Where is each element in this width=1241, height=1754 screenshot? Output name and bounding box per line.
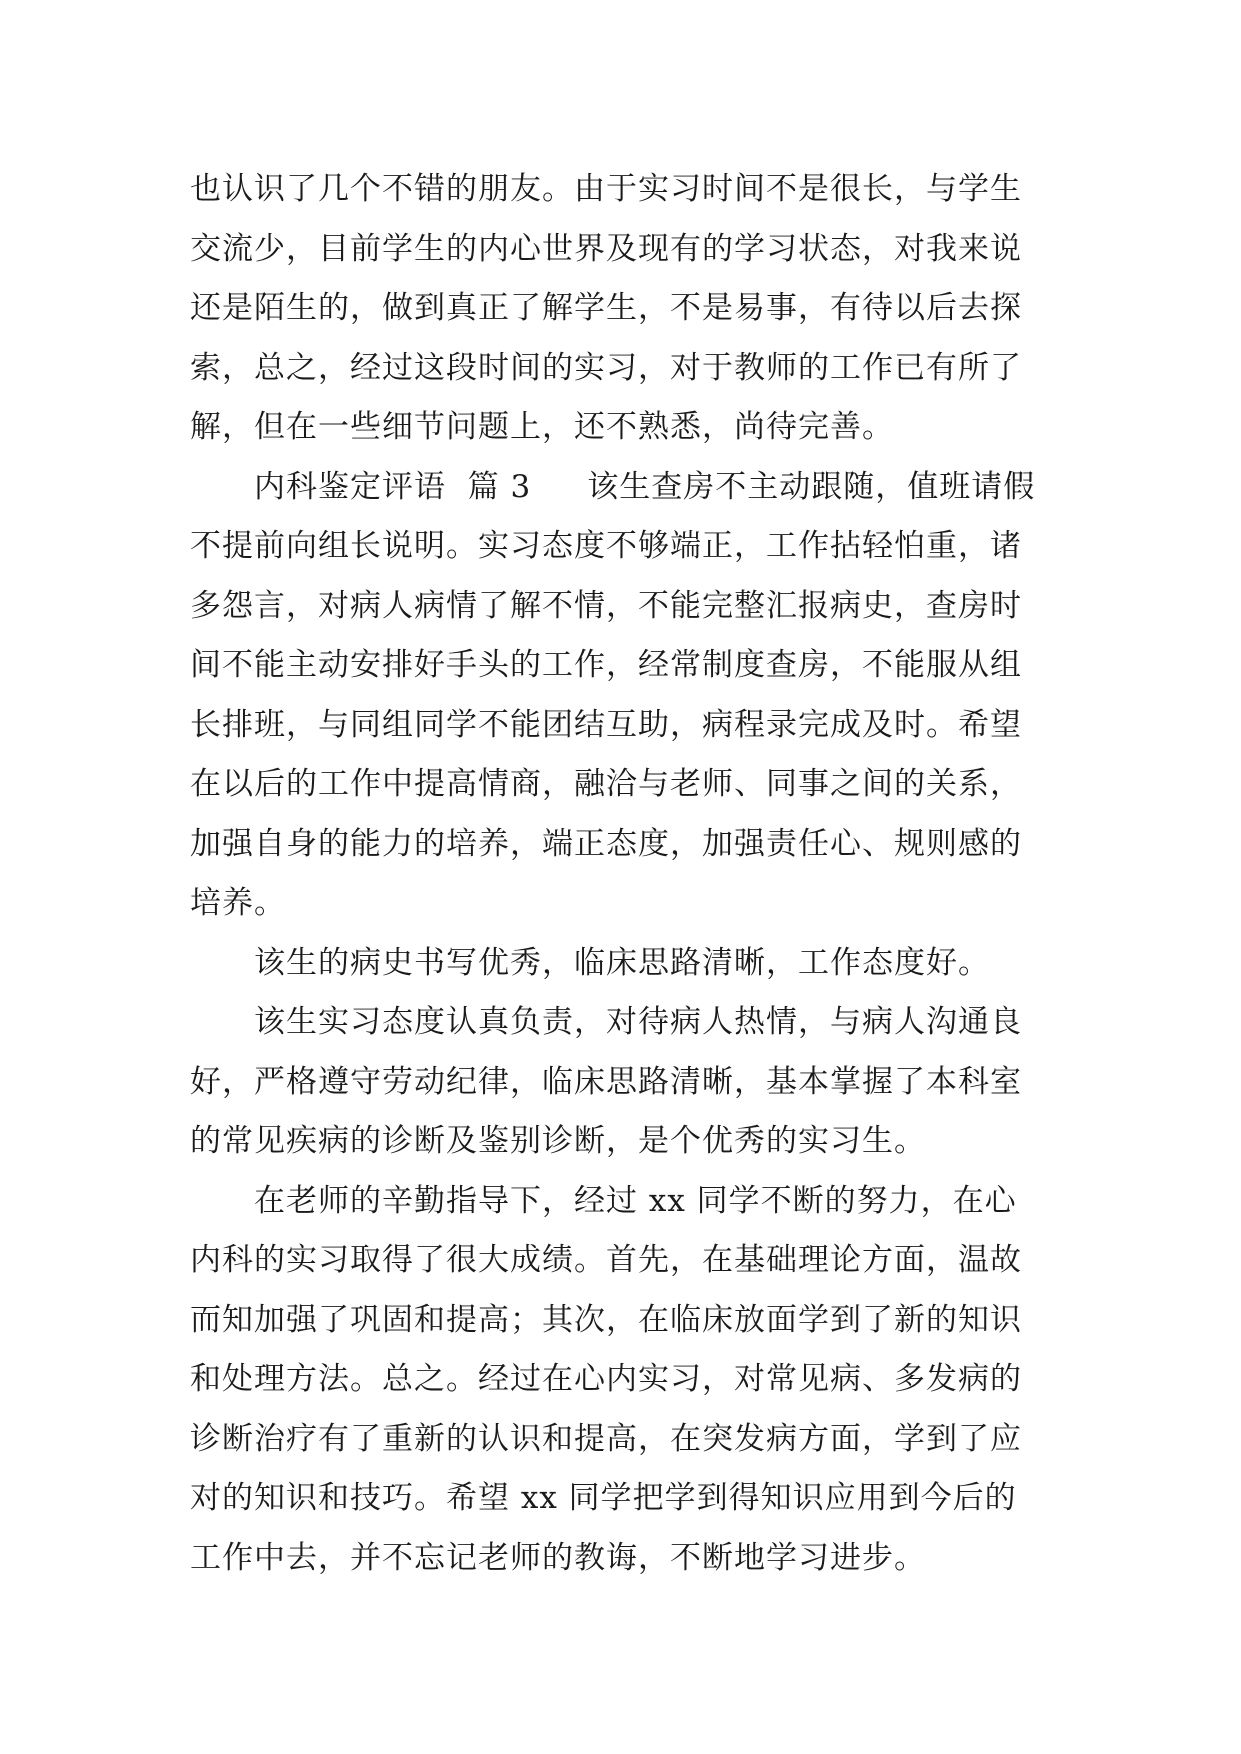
text-line: 对的知识和技巧。希望 xx 同学把学到得知识应用到今后的: [190, 1480, 1017, 1516]
text-line: 好，严格遵守劳动纪律，临床思路清晰，基本掌握了本科室: [190, 1063, 1022, 1100]
text-line: 不提前向组长说明。实习态度不够端正，工作拈轻怕重，诸: [190, 528, 1022, 564]
text-line: 该生查房不主动跟随，值班请假: [587, 468, 1036, 505]
text-line: 内科的实习取得了很大成绩。首先，在基础理论方面，温故: [190, 1242, 1022, 1278]
text-line: 解，但在一些细节问题上，还不熟悉，尚待完善。: [190, 409, 894, 445]
text-line: 该生的病史书写优秀，临床思路清晰，工作态度好。: [254, 944, 990, 981]
text-line: 多怨言，对病人病情了解不情，不能完整汇报病史，查房时: [190, 587, 1022, 624]
text-line: 长排班，与同组同学不能团结互助，病程录完成及时。希望: [190, 706, 1022, 743]
text-line: 也认识了几个不错的朋友。由于实习时间不是很长，与学生: [190, 171, 1022, 207]
text-line: 该生实习态度认真负责，对待病人热情，与病人沟通良: [254, 1004, 1022, 1040]
text-line: 而知加强了巩固和提高；其次，在临床放面学到了新的知识: [190, 1301, 1022, 1338]
text-line: 间不能主动安排好手头的工作，经常制度查房，不能服从组: [190, 647, 1022, 683]
text-line: 加强自身的能力的培养，端正态度，加强责任心、规则感的: [190, 825, 1022, 862]
text-line: 诊断治疗有了重新的认识和提高，在突发病方面，学到了应: [190, 1420, 1022, 1457]
text-line: 在以后的工作中提高情商，融洽与老师、同事之间的关系，: [190, 766, 1022, 802]
text-line: 的常见疾病的诊断及鉴别诊断，是个优秀的实习生。: [190, 1123, 926, 1159]
text-line: 还是陌生的，做到真正了解学生，不是易事，有待以后去探: [190, 290, 1022, 326]
text-line: 和处理方法。总之。经过在心内实习，对常见病、多发病的: [190, 1361, 1022, 1397]
text-line: 工作中去，并不忘记老师的教诲，不断地学习进步。: [190, 1539, 926, 1576]
text-line: 在老师的辛勤指导下，经过 xx 同学不断的努力，在心: [254, 1182, 1017, 1219]
text-line: 交流少，目前学生的内心世界及现有的学习状态，对我来说: [190, 230, 1022, 267]
section-heading: 内科鉴定评语 篇 3: [254, 468, 532, 505]
text-line: 索，总之，经过这段时间的实习，对于教师的工作已有所了: [190, 349, 1022, 386]
text-line: 培养。: [190, 885, 286, 921]
document-body: [190, 160, 1060, 1588]
section-first-line: [190, 458, 1060, 518]
